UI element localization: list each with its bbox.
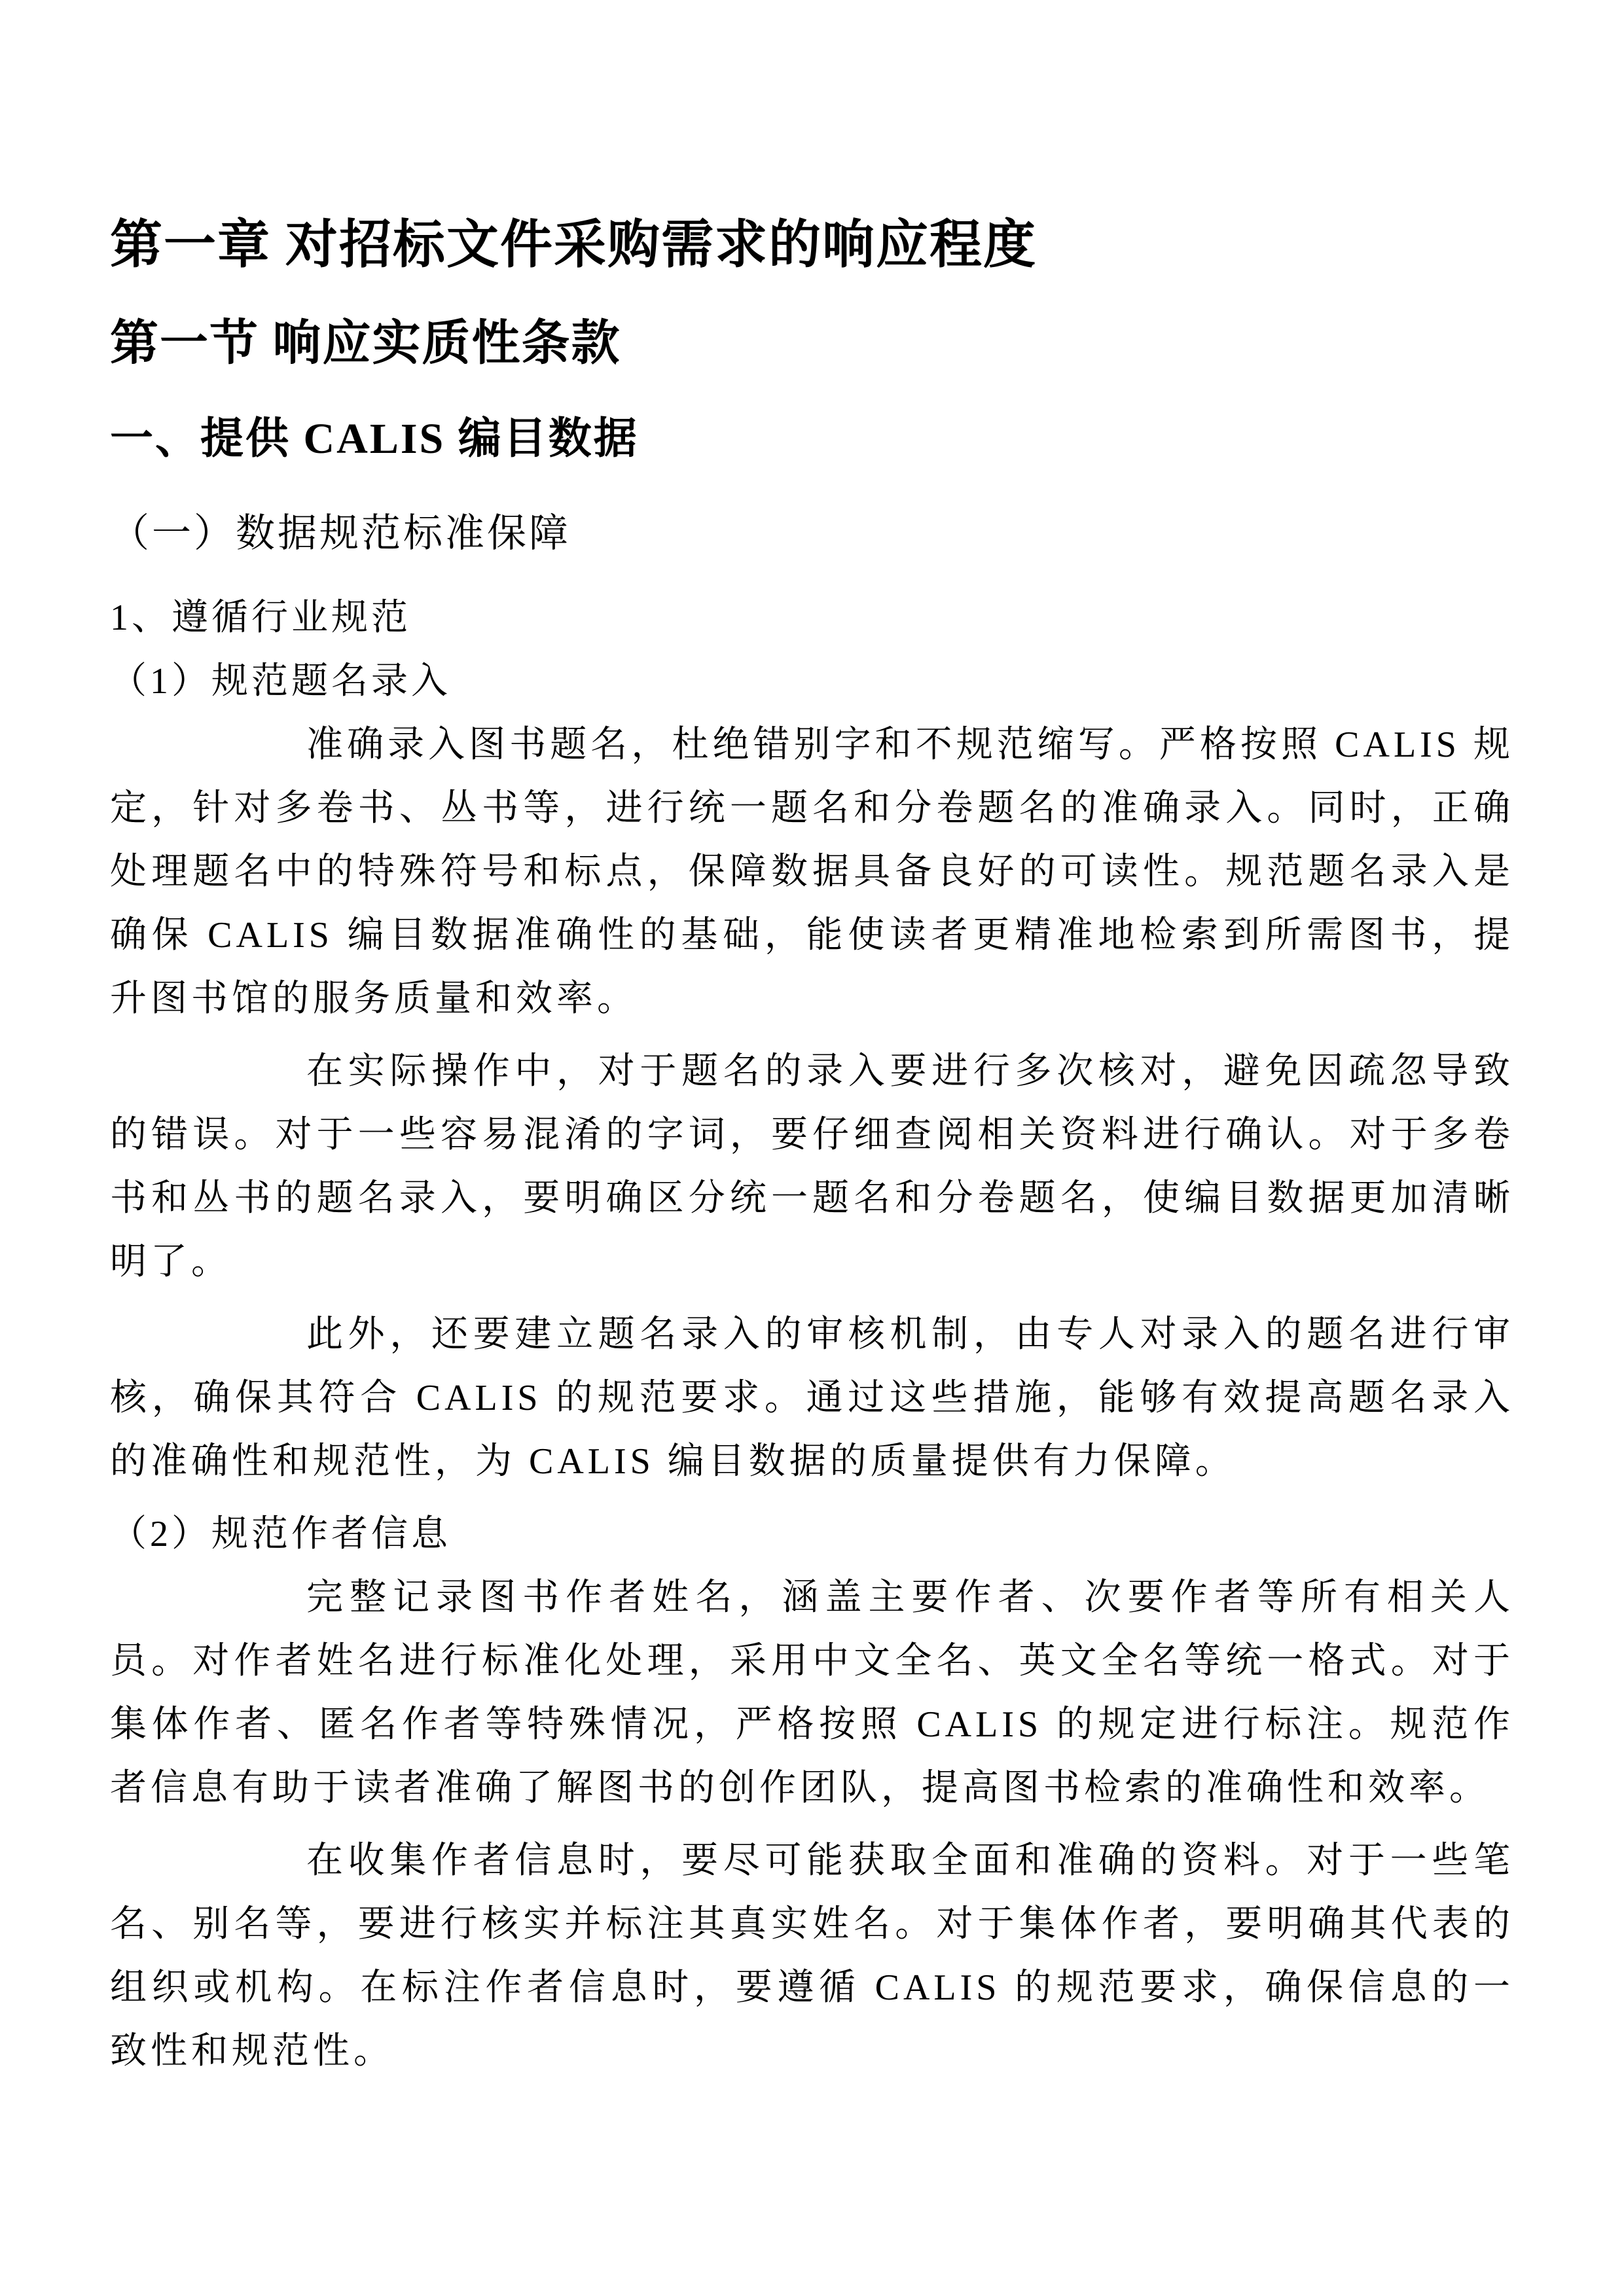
body-paragraph: 在收集作者信息时，要尽可能获取全面和准确的资料。对于一些笔名、别名等，要进行核实并标注其真实姓名。对于集体作者，要明确其代表的组织或机构。在标注作者信息时，要遵循 CALIS 的规范要求，确保信息的一致性和规范性。 — [110, 1840, 1514, 2072]
item-heading-2: （2）规范作者信息 — [110, 1514, 451, 1554]
body-paragraph: 此外，还要建立题名录入的审核机制，由专人对录入的题名进行审核，确保其符合 CALIS 的规范要求。通过这些措施，能够有效提高题名录入的准确性和规范性，为 CALIS 编目数据的质量提供有力保障。 — [110, 1314, 1514, 1482]
body-paragraph: 在实际操作中，对于题名的录入要进行多次核对，避免因疏忽导致的错误。对于一些容易混淆的字词，要仔细查阅相关资料进行确认。对于多卷书和丛书的题名录入，要明确区分统一题名和分卷题名，使编目数据更加清晰明了。 — [110, 1051, 1514, 1282]
body-paragraph: 完整记录图书作者姓名，涵盖主要作者、次要作者等所有相关人员。对作者姓名进行标准化处理，采用中文全名、英文全名等统一格式。对于集体作者、匿名作者等特殊情况，严格按照 CALIS 的规定进行标注。规范作者信息有助于读者准确了解图书的创作团队，提高图书检索的准确性和效率。 — [110, 1577, 1514, 1808]
chapter-heading: 第一章 对招标文件采购需求的响应程度 — [110, 217, 1037, 274]
item-heading-1: （1）规范题名录入 — [110, 661, 451, 702]
numbered-heading: 1、遵循行业规范 — [110, 598, 411, 638]
subsection-heading: 一、提供 CALIS 编目数据 — [110, 415, 639, 463]
sub2-heading: （一）数据规范标准保障 — [110, 512, 571, 555]
body-paragraph: 准确录入图书题名，杜绝错别字和不规范缩写。严格按照 CALIS 规定，针对多卷书、丛书等，进行统一题名和分卷题名的准确录入。同时，正确处理题名中的特殊符号和标点，保障数据具备良好的可读性。规范题名录入是确保 CALIS 编目数据准确性的基础，能使读者更精准地检索到所需图书，提升图书馆的服务质量和效率。 — [110, 725, 1514, 1019]
section-heading: 第一节 响应实质性条款 — [110, 317, 621, 370]
